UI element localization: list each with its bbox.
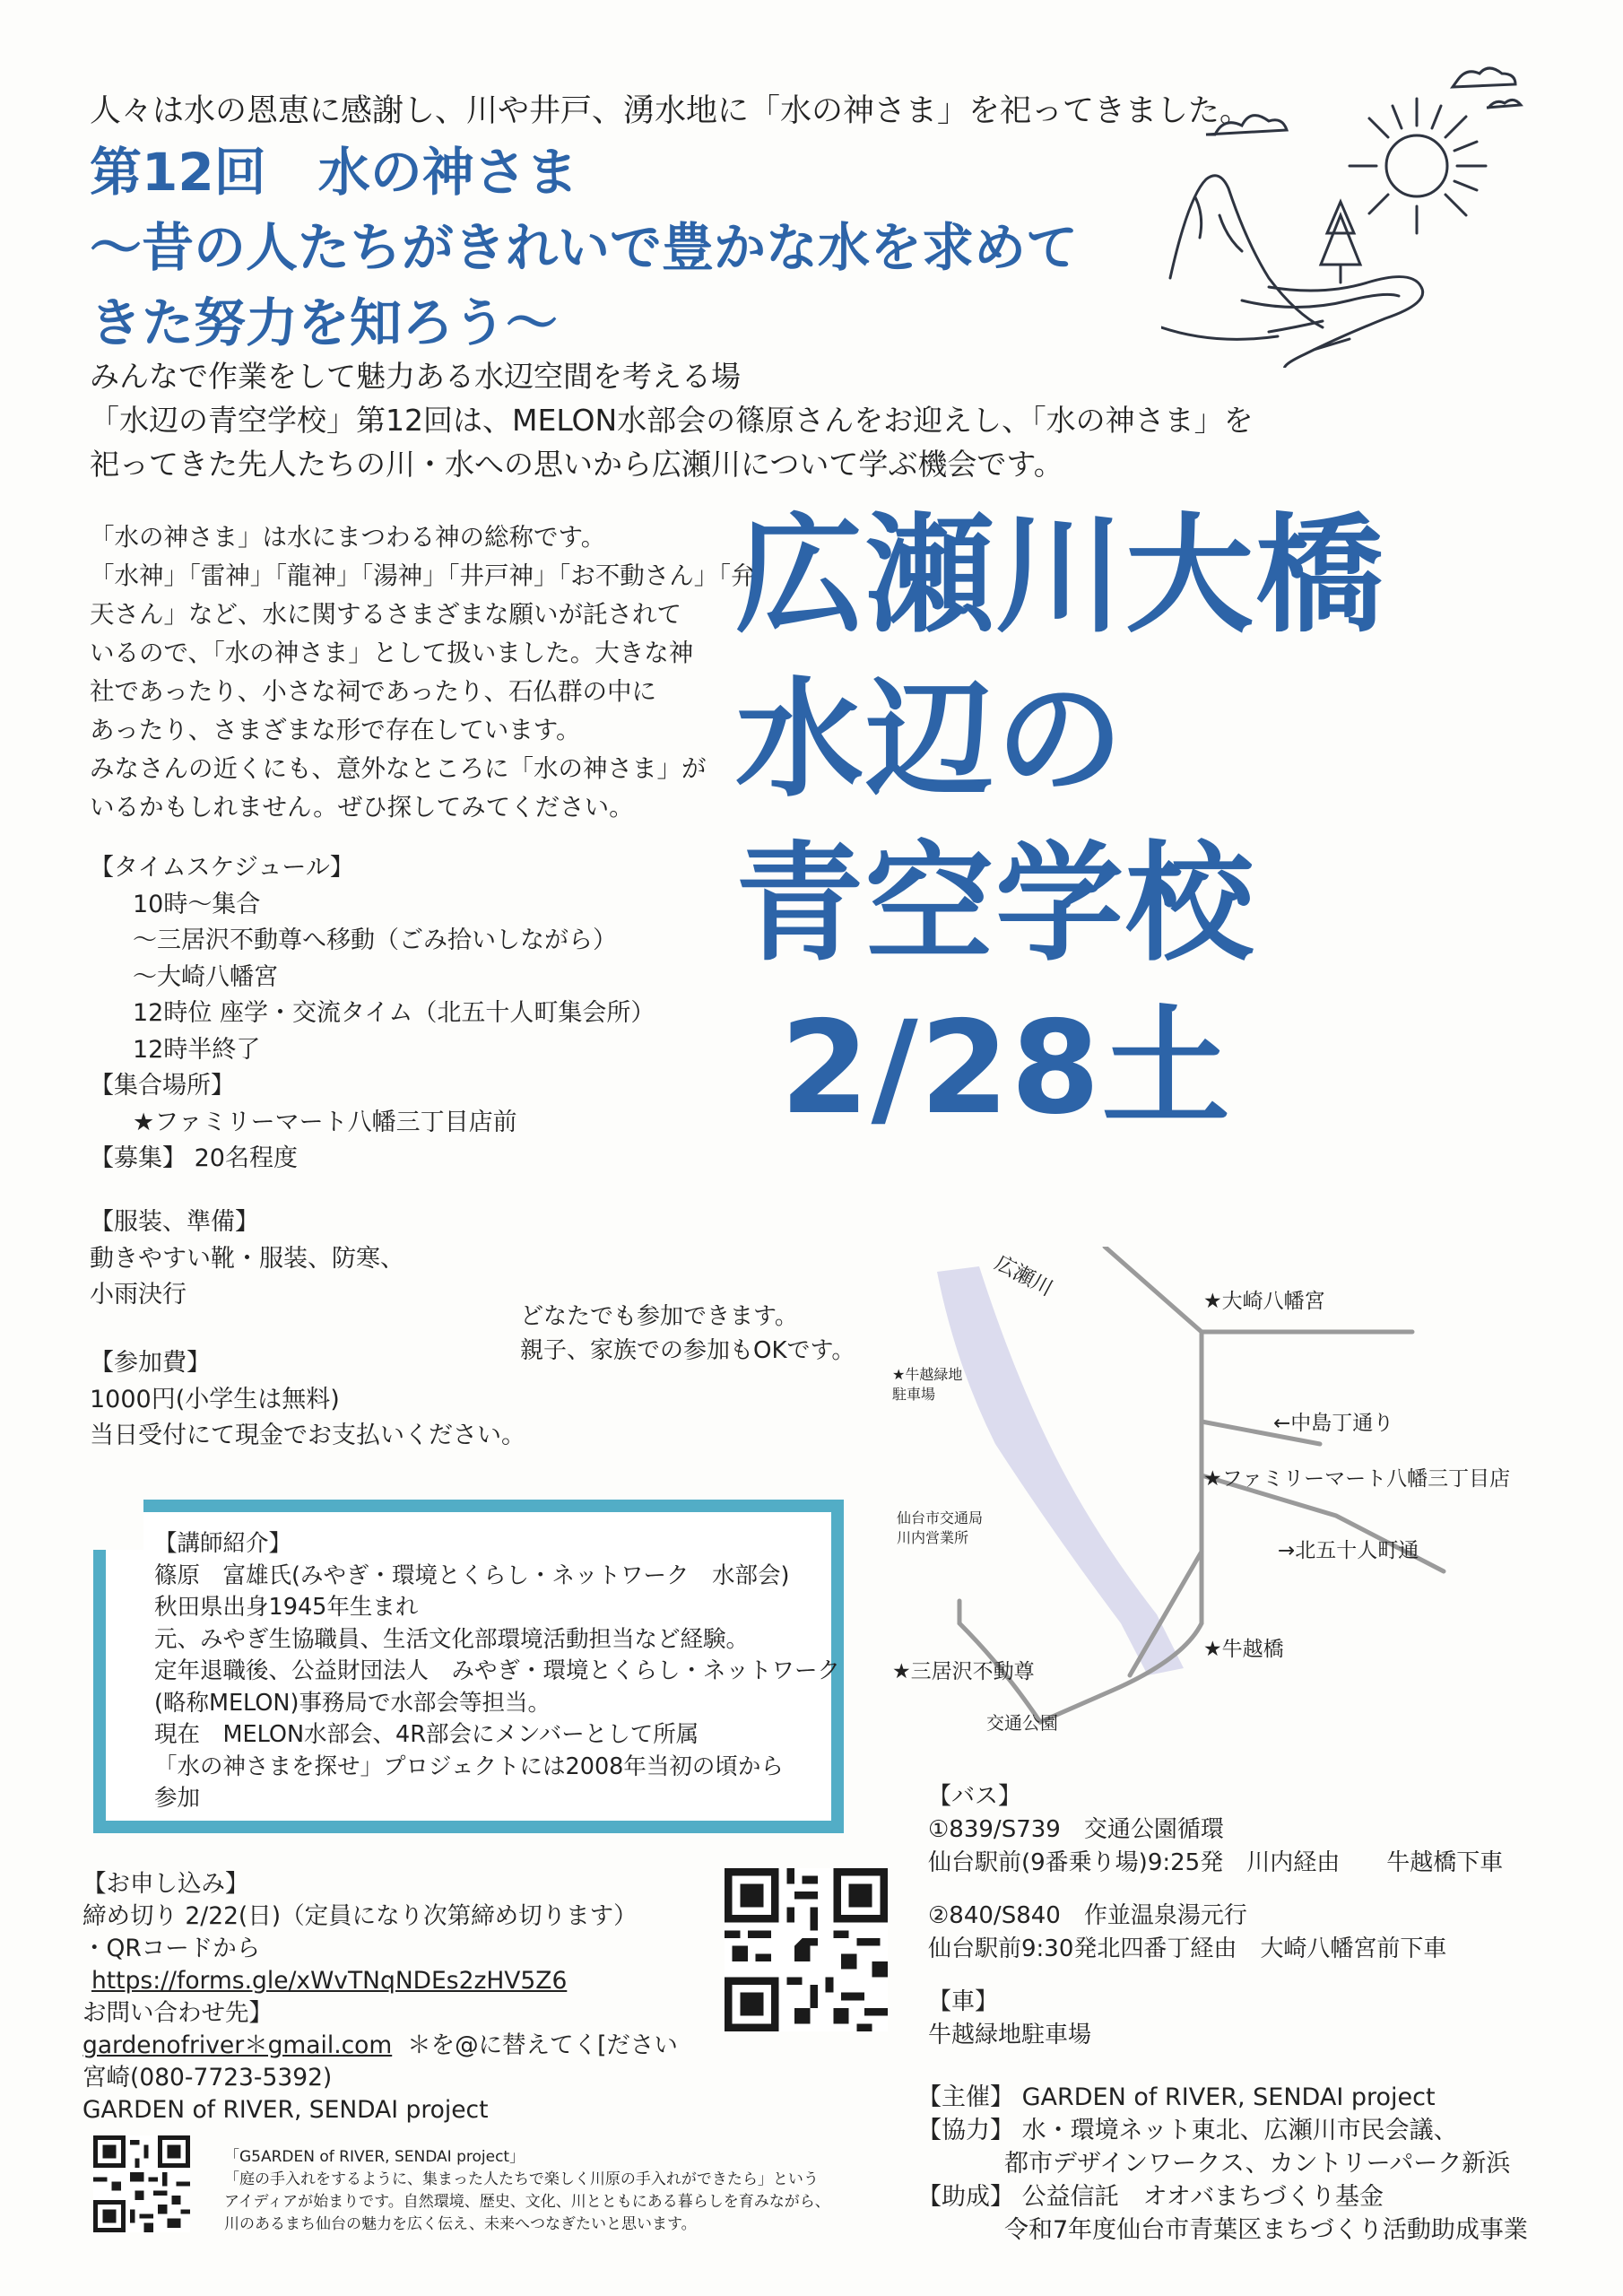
project-qr-code-icon[interactable] xyxy=(93,2135,190,2233)
fee-amount: 1000円(小学生は無料) xyxy=(90,1385,340,1413)
schedule-item: ～大崎八幡宮 xyxy=(133,962,278,991)
map-label-familymart: ★ファミリーマート八幡三丁目店 xyxy=(1203,1467,1511,1491)
description-line: みなさんの近くにも、意外なところに「水の神さま」が xyxy=(90,754,707,783)
lead-line-2: 「水辺の青空学校」第12回は、MELON水部会の篠原さんをお迎えし、「水の神さま」を xyxy=(90,403,1254,438)
description-line: いるかもしれません。ぜひ探してみてください。 xyxy=(90,793,634,822)
speaker-box xyxy=(93,1500,844,1833)
map-label-kotsu-park: 交通公園 xyxy=(986,1712,1058,1734)
access-map xyxy=(892,1247,1569,1749)
lead-text xyxy=(90,354,1254,486)
description-line: 「水の神さま」は水にまつわる神の総称です。 xyxy=(90,523,606,552)
organizer-grant-cont: 令和7年度仙台市青葉区まちづくり活動助成事業 xyxy=(1004,2216,1528,2244)
anyone-line: どなたでも参加できます。 xyxy=(520,1303,798,1330)
application xyxy=(82,1868,678,2126)
event-title xyxy=(90,135,1078,361)
schedule-item: 10時～集合 xyxy=(133,890,261,918)
title-line-2: ～昔の人たちがきれいで豊かな水を求めて xyxy=(90,217,1079,278)
speaker-line: 定年退職後、公益財団法人 みやぎ・環境とくらし・ネットワーク xyxy=(154,1657,841,1684)
speaker-line: 篠原 富雄氏(みやぎ・環境とくらし・ネットワーク 水部会) xyxy=(154,1561,790,1589)
fee xyxy=(90,1345,525,1455)
schedule-heading: 【タイムスケジュール】 xyxy=(90,854,354,882)
map-label-parking-2: 駐車場 xyxy=(892,1386,936,1403)
speaker-text xyxy=(154,1528,840,1815)
car-heading: 【車】 xyxy=(928,1988,999,2015)
map-label-river: 広瀬川 xyxy=(990,1251,1057,1301)
lead-line-3: 祀ってきた先人たちの川・水への思いから広瀬川について学ぶ機会です。 xyxy=(90,447,1063,482)
organizer-coop: 【協力】 水・環境ネット東北、広瀬川市民会議、 xyxy=(917,2117,1458,2144)
big-title-line-2: 水辺の xyxy=(735,665,1125,814)
speaker-line: (略称MELON)事務局で水部会等担当。 xyxy=(154,1689,551,1717)
speaker-heading: 【講師紹介】 xyxy=(154,1530,292,1557)
speaker-line: 参加 xyxy=(154,1785,201,1812)
contact-heading: お問い合わせ先】 xyxy=(82,1999,273,2027)
preparation-line: 動きやすい靴・服装、防寒、 xyxy=(90,1244,404,1273)
intro-text: 人々は水の恩恵に感謝し、川や井戸、湧水地に「水の神さま」を祀ってきました。 xyxy=(90,93,1252,129)
title-line-3: きた努力を知ろう～ xyxy=(90,292,559,353)
preparation-heading: 【服装、準備】 xyxy=(90,1208,259,1236)
contact-phone: 宮崎(080-7723-5392) xyxy=(82,2064,333,2092)
description xyxy=(90,518,756,827)
big-title xyxy=(735,493,1385,1150)
project-note-line: 川のあるまち仙台の魅力を広く伝え、未来へつなぎたいと思います。 xyxy=(224,2215,697,2233)
schedule-item: 12時位 座学・交流タイム（北五十人町集会所） xyxy=(133,999,655,1027)
map-label-parking-1: ★牛越緑地 xyxy=(892,1366,963,1383)
organizer-host: 【主催】 GARDEN of RIVER, SENDAI project xyxy=(917,2083,1436,2111)
qr-code-icon[interactable] xyxy=(725,1864,888,2036)
speaker-line: 秋田県出身1945年生まれ xyxy=(154,1594,419,1621)
speaker-line: 「水の神さまを探せ」プロジェクトには2008年当初の頃から xyxy=(154,1752,784,1780)
bus-2-detail: 仙台駅前9:30発北四番丁経由 大崎八幡宮前下車 xyxy=(928,1935,1447,1962)
preparation-line: 小雨決行 xyxy=(90,1281,187,1309)
fee-note: 当日受付にて現金でお支払いください。 xyxy=(90,1422,525,1449)
description-line: 「水神」「雷神」「龍神」「湯神」「井戸神」「お不動さん」「弁 xyxy=(90,561,756,590)
time-schedule xyxy=(90,850,655,1178)
description-line: いるので、「水の神さま」として扱いました。大きな神 xyxy=(90,639,694,667)
project-note xyxy=(224,2146,830,2236)
recruit-count: 20名程度 xyxy=(194,1144,298,1172)
recruit-heading: 【募集】 xyxy=(90,1144,187,1172)
map-label-osaki: ★大崎八幡宮 xyxy=(1203,1290,1325,1313)
bus-2-route: ②840/S840 作並温泉湯元行 xyxy=(928,1902,1247,1929)
big-title-line-1: 広瀬川大橋 xyxy=(735,500,1385,650)
description-line: 天さん」など、水に関するさまざまな願いが託されて xyxy=(90,600,681,629)
preparation xyxy=(90,1205,404,1314)
organizer-coop-cont: 都市デザインワークス、カントリーパーク新浜 xyxy=(1004,2150,1511,2178)
title-line-1: 第12回 水の神さま xyxy=(90,142,578,203)
organizer-grant: 【助成】 公益信託 オオバまちづくり基金 xyxy=(917,2183,1384,2211)
contact-project: GARDEN of RIVER, SENDAI project xyxy=(82,2096,489,2124)
map-label-ushigoe-parking xyxy=(892,1365,962,1405)
map-label-kotsu xyxy=(897,1509,983,1548)
event-date: 2/28土 xyxy=(780,993,1232,1143)
map-label-sankyozawa: ★三居沢不動尊 xyxy=(892,1660,1035,1683)
email-note: ＊を@に替えてく[ださい xyxy=(407,2031,678,2059)
schedule-item: ～三居沢不動尊へ移動（ごみ拾いしながら） xyxy=(133,926,617,954)
access-info xyxy=(928,1780,1503,2052)
project-note-line: アイディアが始まりです。自然環境、歴史、文化、川とともにある暮らしを育みながら、 xyxy=(224,2193,830,2211)
landscape-illustration-icon xyxy=(1161,63,1538,368)
map-label-kotsu-2: 川内営業所 xyxy=(897,1529,969,1546)
river-shape xyxy=(937,1266,1184,1675)
bus-1-route: ①839/S739 交通公園循環 xyxy=(928,1816,1224,1843)
description-line: あったり、さまざまな形で存在しています。 xyxy=(90,716,581,744)
apply-form-link[interactable]: https://forms.gle/xWvTNqNDEs2zHV5Z6 xyxy=(91,1967,568,1995)
apply-heading: 【お申し込み】 xyxy=(82,1870,249,1898)
contact-email[interactable]: gardenofriver＊gmail.com xyxy=(82,2031,393,2059)
schedule-item: 12時半終了 xyxy=(133,1035,261,1064)
speaker-line: 元、みやぎ生協職員、生活文化部環境活動担当など経験。 xyxy=(154,1625,750,1653)
apply-qr-note: ・QRコードから xyxy=(82,1935,261,1962)
bus-heading: 【バス】 xyxy=(928,1783,1022,1810)
project-note-line: 「庭の手入れをするように、集まった人たちで楽しく川原の手入れができたら」という xyxy=(224,2170,819,2188)
lead-line-1: みんなで作業をして魅力ある水辺空間を考える場 xyxy=(90,359,741,394)
project-note-title: 「G5ARDEN of RIVER, SENDAI project」 xyxy=(224,2148,525,2166)
anyone-line: 親子、家族での参加もOKです。 xyxy=(520,1337,855,1364)
anyone-note xyxy=(520,1300,855,1368)
map-label-kotsu-1: 仙台市交通局 xyxy=(897,1509,984,1526)
organizers xyxy=(917,2081,1528,2247)
bus-1-detail: 仙台駅前(9番乗り場)9:25発 川内経由 牛越橋下車 xyxy=(928,1849,1504,1876)
speaker-line: 現在 MELON水部会、4R部会にメンバーとして所属 xyxy=(154,1721,699,1748)
apply-deadline: 締め切り 2/22(日)（定員になり次第締め切ります） xyxy=(82,1902,638,1930)
meeting-heading: 【集合場所】 xyxy=(90,1072,235,1100)
fee-heading: 【参加費】 xyxy=(90,1349,211,1377)
car-parking: 牛越緑地駐車場 xyxy=(928,2022,1092,2048)
map-label-kita50: →北五十人町通 xyxy=(1278,1539,1419,1562)
description-line: 社であったり、小さな祠であったり、石仏群の中に xyxy=(90,677,656,706)
speaker-box-notch xyxy=(93,1500,143,1550)
meeting-place: ★ファミリーマート八幡三丁目店前 xyxy=(133,1108,517,1136)
map-label-nakajima: ←中島丁通り xyxy=(1273,1412,1394,1435)
big-title-line-3: 青空学校 xyxy=(735,829,1255,978)
map-label-ushigoe-bridge: ★牛越橋 xyxy=(1203,1638,1284,1661)
